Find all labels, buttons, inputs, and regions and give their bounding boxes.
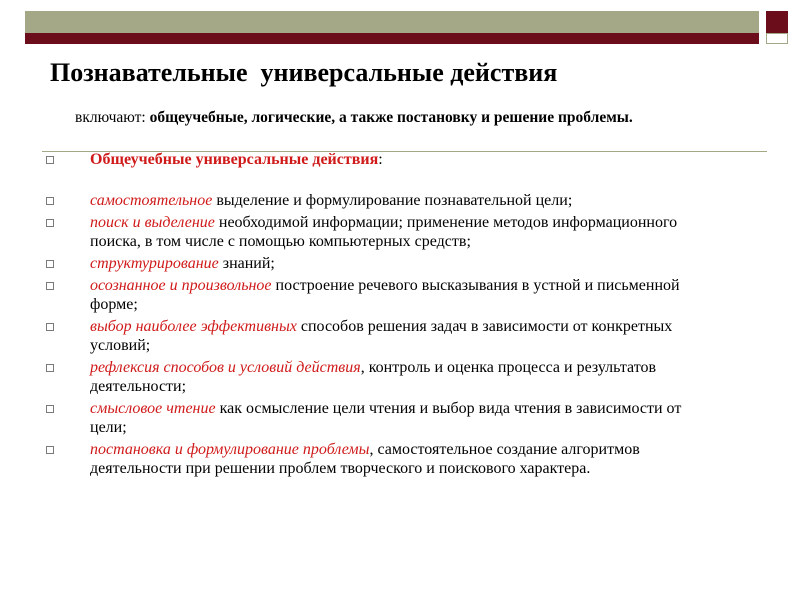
header-bar-olive bbox=[25, 11, 759, 33]
intro-bold: общеучебные, логические, а также постановку и решение проблемы. bbox=[149, 109, 633, 126]
item-red: самостоятельное bbox=[90, 192, 213, 209]
list-item bbox=[0, 213, 780, 251]
list-item bbox=[0, 191, 780, 210]
list-item bbox=[0, 317, 780, 355]
item-rest: как осмысление цели чтения и выбор вида чтения в зависимости от цели; bbox=[90, 400, 682, 436]
slide-title: Познавательные универсальные действия bbox=[50, 58, 558, 87]
item-red: осознанное и произвольное bbox=[90, 277, 272, 294]
list-item bbox=[0, 254, 780, 273]
item-red: выбор наиболее эффективных bbox=[90, 318, 297, 335]
item-rest: знаний; bbox=[218, 255, 275, 272]
list-item bbox=[0, 440, 780, 478]
item-rest: , самостоятельное создание алгоритмов деятельности при решении проблем творческого и поискового характера. bbox=[90, 441, 640, 477]
square-bullet-icon bbox=[46, 197, 54, 205]
list-item bbox=[0, 276, 780, 314]
item-rest: построение речевого высказывания в устной и письменной форме; bbox=[90, 277, 680, 313]
list-heading bbox=[0, 150, 780, 169]
corner-square-outline bbox=[766, 33, 788, 44]
item-rest: способов решения задач в зависимости от конкретных условий; bbox=[90, 318, 673, 354]
square-bullet-icon bbox=[46, 323, 54, 331]
item-red: поиск и выделение bbox=[90, 214, 215, 231]
item-red: структурирование bbox=[90, 255, 219, 272]
square-bullet-icon bbox=[46, 219, 54, 227]
item-rest: выделение и формулирование познавательной цели; bbox=[212, 192, 573, 209]
list-item bbox=[0, 358, 780, 396]
item-red: постановка и формулирование проблемы bbox=[90, 441, 370, 458]
heading-rest: : bbox=[378, 151, 383, 168]
square-bullet-icon bbox=[46, 156, 54, 164]
intro-text bbox=[75, 109, 715, 127]
item-rest: необходимой информации; применение методов информационного поиска, в том числе с помощью компьютерных средств; bbox=[90, 214, 678, 250]
heading-red: Общеучебные универсальные действия bbox=[90, 151, 379, 168]
item-rest: , контроль и оценка процесса и результатов деятельности; bbox=[90, 359, 657, 395]
header-bar-maroon bbox=[25, 33, 759, 44]
square-bullet-icon bbox=[46, 260, 54, 268]
square-bullet-icon bbox=[46, 282, 54, 290]
corner-square-filled bbox=[766, 11, 788, 33]
intro-prefix: включают: bbox=[75, 109, 150, 126]
square-bullet-icon bbox=[46, 446, 54, 454]
square-bullet-icon bbox=[46, 405, 54, 413]
list-item bbox=[0, 399, 780, 437]
bullet-list bbox=[0, 150, 780, 481]
square-bullet-icon bbox=[46, 364, 54, 372]
item-red: смысловое чтение bbox=[90, 400, 216, 417]
item-red: рефлексия способов и условий действия bbox=[90, 359, 361, 376]
